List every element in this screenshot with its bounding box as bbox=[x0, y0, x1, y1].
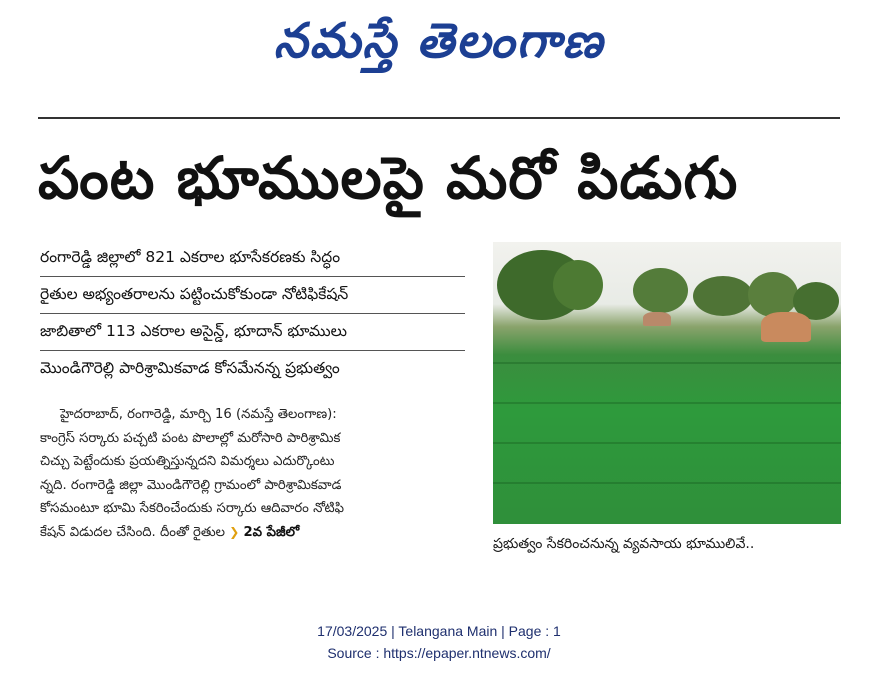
body-line: న్నది. రంగారెడ్డి జిల్లా మొండిగౌరెల్లి గ్రామంలో పారిశ్రామికవాడ bbox=[40, 477, 342, 493]
headline: పంట భూములపై మరో పిడుగు bbox=[38, 144, 739, 212]
footer-edition: 17/03/2025 | Telangana Main | Page : 1 bbox=[317, 623, 561, 639]
body-line: చిచ్చు పెట్టేందుకు ప్రయత్నిస్తున్నదని విమర్శలు ఎదుర్కొంటు bbox=[40, 454, 335, 469]
continuation-link[interactable]: 2వ పేజీలో bbox=[243, 524, 300, 540]
article-body bbox=[40, 403, 482, 544]
photo-caption: ప్రభుత్వం సేకరించనున్న వ్యవసాయ భూములివే.. bbox=[493, 536, 755, 552]
footer-source: Source : https://epaper.ntnews.com/ bbox=[327, 645, 551, 661]
deck-line: రైతుల అభ్యంతరాలను పట్టించుకోకుండా నోటిఫికేషన్ bbox=[40, 277, 465, 314]
deck-line: మొండిగౌరెల్లి పారిశ్రామికవాడ కోసమేనన్న ప్రభుత్వం bbox=[40, 359, 340, 377]
continuation-arrow-icon: ❯ bbox=[229, 524, 240, 539]
body-line: కాంగ్రెస్ సర్కారు పచ్చటి పంట పొలాల్లో మరోసారి పారిశ్రామిక bbox=[40, 430, 341, 446]
deck-line: రంగారెడ్డి జిల్లాలో 821 ఎకరాల భూసేకరణకు సిద్ధం bbox=[40, 240, 465, 277]
body-line: హైదరాబాద్, రంగారెడ్డి, మార్చి 16 (నమస్తే తెలంగాణ): bbox=[60, 407, 337, 422]
body-last-line: కేషన్ విడుదల చేసింది. దీంతో రైతుల bbox=[40, 524, 225, 540]
masthead-logo: నమస్తే తెలంగాణ bbox=[273, 13, 605, 69]
deck-line: జాబితాలో 113 ఎకరాల అసైన్డ్, భూదాన్ భూములు bbox=[40, 314, 465, 351]
subheadline-decks bbox=[40, 240, 465, 387]
body-line: కోసమంటూ భూమి సేకరించేందుకు సర్కారు ఆదివారం నోటిఫి bbox=[40, 501, 345, 516]
top-divider bbox=[38, 117, 840, 119]
field-photo bbox=[493, 242, 841, 524]
body-line bbox=[40, 521, 482, 545]
page-footer bbox=[0, 620, 878, 664]
